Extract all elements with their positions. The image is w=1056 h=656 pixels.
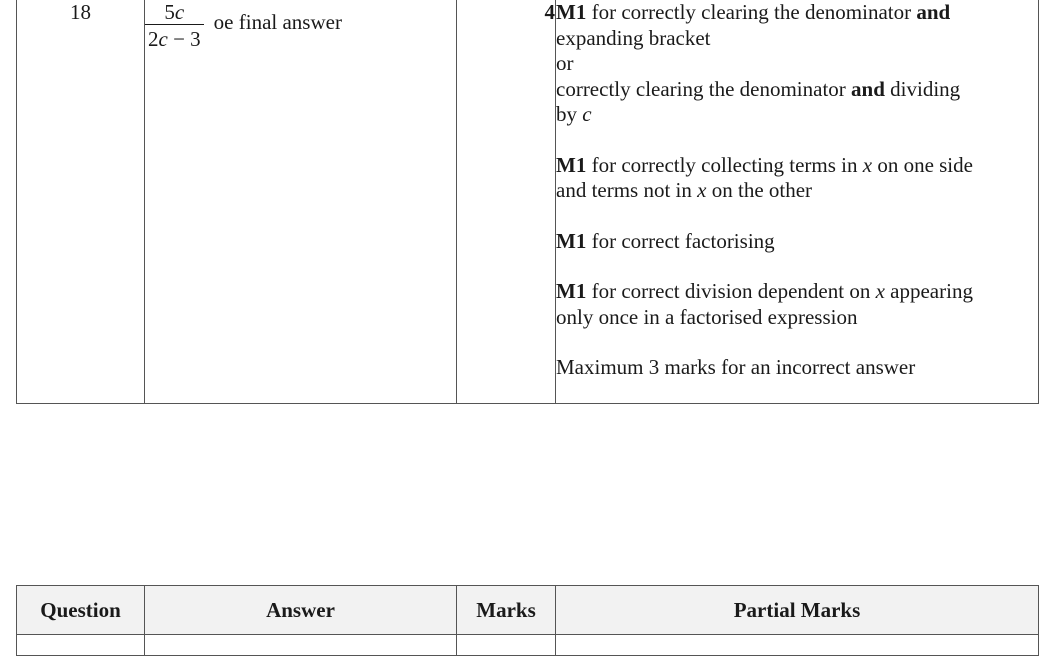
spacer <box>556 204 1038 229</box>
partial-line <box>556 279 1038 305</box>
partial-bold-and: and <box>851 76 885 101</box>
partial-line <box>556 178 1038 204</box>
mark-scheme-row-table <box>16 0 1039 404</box>
partial-line: only once in a factorised expression <box>556 304 858 329</box>
denominator-var: c <box>158 27 168 51</box>
method-mark: M1 <box>556 228 587 253</box>
method-mark: M1 <box>556 0 587 24</box>
spacer <box>556 254 1038 279</box>
answer-fraction <box>145 0 204 51</box>
numerator-var: c <box>174 0 185 24</box>
partial-line: or <box>556 51 574 75</box>
header-partial-marks: Partial Marks <box>556 586 1039 635</box>
spacer <box>556 330 1038 355</box>
partial-text: for correctly clearing the denominator <box>586 0 917 24</box>
partial-text: appearing <box>884 279 973 303</box>
partial-variable: x <box>875 279 885 303</box>
denominator-rest: − 3 <box>167 27 201 51</box>
fraction-numerator <box>160 0 188 24</box>
partial-text: for correctly collecting terms in <box>586 152 863 177</box>
partial-line: Maximum 3 marks for an incorrect answer <box>556 355 916 379</box>
header-marks: Marks <box>457 586 556 635</box>
partial-text: correctly clearing the denominator <box>556 76 852 101</box>
empty-cell <box>17 635 145 656</box>
partial-line <box>556 153 1038 179</box>
answer-suffix: oe final answer <box>213 10 342 34</box>
header-answer: Answer <box>145 586 457 635</box>
partial-text: for correct division dependent on <box>586 279 876 303</box>
table-row <box>17 635 1039 656</box>
marks-value: 4 <box>457 0 556 404</box>
answer-cell <box>145 0 457 404</box>
partial-variable: c <box>582 102 592 126</box>
mark-scheme-header-table <box>16 585 1039 656</box>
method-mark: M1 <box>556 279 587 303</box>
partial-text: and terms not in <box>556 178 698 202</box>
numerator-coef: 5 <box>164 0 175 24</box>
denominator-coef: 2 <box>148 27 159 51</box>
partial-line: expanding bracket <box>556 25 711 50</box>
partial-text: dividing <box>884 76 961 101</box>
empty-cell <box>556 635 1039 656</box>
table-row <box>17 0 1039 404</box>
partial-text: on one side <box>872 152 973 177</box>
answer-line <box>145 0 456 51</box>
method-mark: M1 <box>556 152 587 177</box>
partial-marks-cell <box>556 0 1039 404</box>
header-question: Question <box>17 586 145 635</box>
partial-variable: x <box>697 178 707 202</box>
partial-variable: x <box>862 152 873 177</box>
partial-line <box>556 77 1038 103</box>
fraction-denominator <box>145 24 204 51</box>
partial-line <box>556 0 1038 26</box>
empty-cell <box>145 635 457 656</box>
spacer <box>556 128 1038 153</box>
empty-cell <box>457 635 556 656</box>
partial-text: on the other <box>706 178 813 202</box>
table-header-row <box>17 586 1039 635</box>
partial-text: by <box>556 102 583 126</box>
partial-bold-and: and <box>916 0 951 24</box>
partial-text: for correct factorising <box>586 228 775 253</box>
question-number: 18 <box>17 0 145 404</box>
partial-line <box>556 229 1038 255</box>
partial-line <box>556 102 1038 128</box>
